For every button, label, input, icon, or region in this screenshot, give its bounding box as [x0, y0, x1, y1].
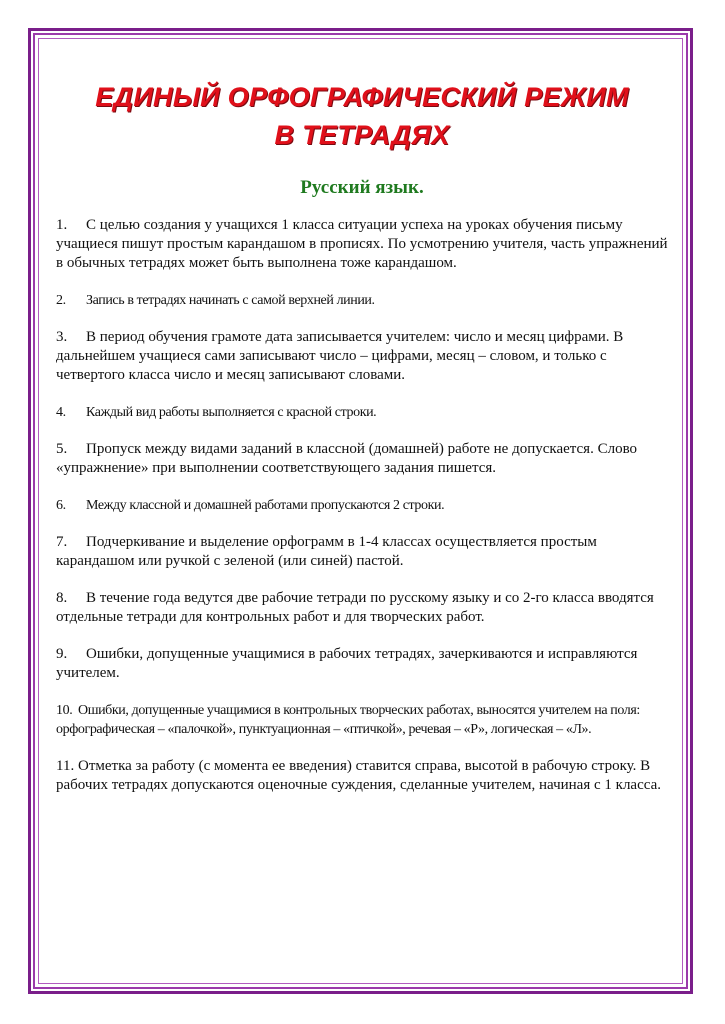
item-number: 5.	[56, 441, 68, 457]
item-text: Между классной и домашней работами пропускаются 2 строки.	[86, 498, 445, 513]
item-number: 4.	[56, 405, 66, 420]
item-number: 2.	[56, 293, 66, 308]
item-text: Ошибки, допущенные учащимися в контрольных творческих работах, выносятся учителем на поля: орфографическая – «палочкой», пунктуационная – «птичкой», речевая – «Р», логическая – «Л».	[56, 703, 640, 737]
item-text: Запись в тетрадях начинать с самой верхней линии.	[86, 293, 375, 308]
item-text: Отметка за работу (с момента ее введения) ставится справа, высотой в рабочую строку. В рабочих тетрадях допускаются оценочные суждения, сделанные учителем, начиная с 1 класса.	[56, 758, 661, 793]
subject-heading: Русский язык.	[300, 177, 424, 198]
item-number: 8.	[56, 590, 68, 606]
item-text: В течение года ведутся две рабочие тетради по русскому языку и со 2-го класса вводятся отдельные тетради для контрольных работ и для творческих работ.	[56, 590, 654, 625]
item-text: Каждый вид работы выполняется с красной строки.	[86, 405, 377, 420]
item-text: В период обучения грамоте дата записывается учителем: число и месяц цифрами. В дальнейшем учащиеся сами записывают число – цифрами, месяц – словом, и только с четвертого класса число и месяц записывают словами.	[56, 329, 624, 383]
item-text: Подчеркивание и выделение орфограмм в 1-4 классах осуществляется простым карандашом или ручкой с зеленой (или синей) пастой.	[56, 534, 597, 569]
list-item	[40, 757, 684, 795]
list-item	[40, 589, 684, 627]
page-title	[40, 76, 684, 156]
item-text: Ошибки, допущенные учащимися в рабочих тетрадях, зачеркиваются и исправляются учителем.	[56, 646, 638, 681]
item-number: 9.	[56, 646, 68, 662]
list-item	[40, 403, 684, 422]
document-body	[40, 62, 684, 813]
item-number: 6.	[56, 498, 66, 513]
item-number: 7.	[56, 534, 68, 550]
item-number: 1.	[56, 217, 68, 233]
list-item	[40, 291, 684, 310]
title-line-2: В ТЕТРАДЯХ	[274, 120, 450, 150]
item-text: С целью создания у учащихся 1 класса ситуации успеха на уроках обучения письму учащиеся пишут простым карандашом в прописях. По усмотрению учителя, часть упражнений в обычных тетрадях может быть выполнена тоже карандашом.	[56, 217, 668, 271]
list-item	[40, 701, 684, 739]
list-item	[40, 496, 684, 515]
list-item	[40, 328, 684, 385]
item-text: Пропуск между видами заданий в классной (домашней) работе не допускается. Слово «упражнение» при выполнении соответствующего задания пишется.	[56, 441, 638, 476]
item-number: 11.	[56, 758, 75, 774]
rules-list	[40, 216, 684, 795]
title-line-1: ЕДИНЫЙ ОРФОГРАФИЧЕСКИЙ РЕЖИМ	[95, 82, 629, 112]
list-item	[40, 645, 684, 683]
item-number: 10.	[56, 703, 73, 718]
item-number: 3.	[56, 329, 68, 345]
list-item	[40, 216, 684, 273]
list-item	[40, 533, 684, 571]
list-item	[40, 440, 684, 478]
